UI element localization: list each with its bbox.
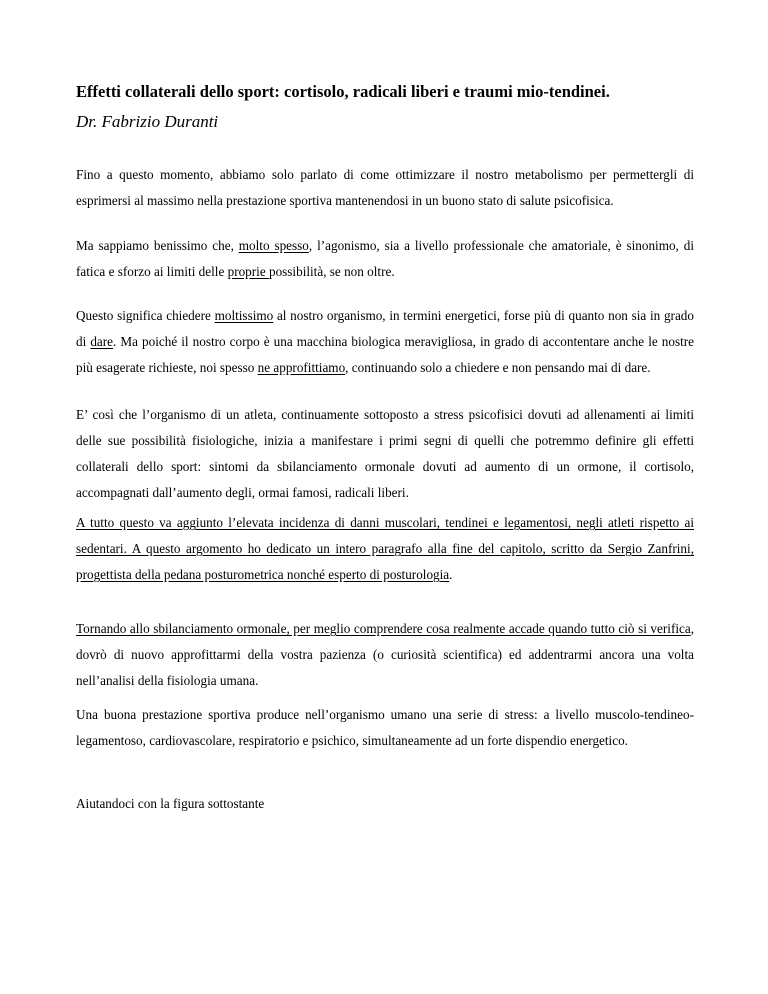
paragraph-3-text: . Ma poiché il nostro corpo è una macchina biologica meravigliosa, in grado di accontentare anche le nostre più esagerate richieste, noi spesso bbox=[76, 334, 694, 375]
paragraph-5-text: . bbox=[449, 567, 453, 582]
underlined-text: proprie bbox=[227, 264, 269, 279]
underlined-text: ne approfittiamo bbox=[257, 360, 346, 375]
paragraph-3-text: al nostro organismo, in termini energetici, forse più di quanto non sia in grado di bbox=[76, 308, 694, 349]
document-title: Effetti collaterali dello sport: cortisolo, radicali liberi e traumi mio-tendinei. bbox=[76, 82, 610, 101]
paragraph-2 bbox=[76, 233, 694, 285]
paragraph-6 bbox=[76, 616, 694, 694]
paragraph-3-text: , continuando solo a chiedere e non pensando mai di dare. bbox=[345, 360, 651, 375]
paragraph-6-text: , dovrò di nuovo approfittarmi della vostra pazienza (o curiosità scientifica) ed addentrarmi ancora una volta nell’analisi della fisiologia umana. bbox=[76, 621, 694, 688]
paragraph-1: Fino a questo momento, abbiamo solo parlato di come ottimizzare il nostro metabolismo per permettergli di esprimersi al massimo nella prestazione sportiva mantenendosi in un buono stato di salute psicofisica. bbox=[76, 167, 694, 208]
paragraph-4: E’ così che l’organismo di un atleta, continuamente sottoposto a stress psicofisici dovuti ad allenamenti ai limiti delle sue possibilità fisiologiche, inizia a manifestare i primi segni di quelli che potremmo definire gli effetti collaterali dello sport: sintomi da sbilanciamento ormonale dovuti ad aumento di un ormone, il cortisolo, accompagnati dall’aumento degli, ormai famosi, radicali liberi. bbox=[76, 407, 694, 500]
paragraph-2-text: possibilità, se non oltre. bbox=[268, 264, 395, 279]
paragraph-3-text: Questo significa chiedere bbox=[76, 308, 215, 323]
underlined-text: dare bbox=[90, 334, 114, 349]
paragraph-8: Aiutandoci con la figura sottostante bbox=[76, 796, 265, 811]
author-name: Dr. Fabrizio Duranti bbox=[76, 112, 219, 131]
paragraph-3 bbox=[76, 303, 694, 381]
paragraph-7: Una buona prestazione sportiva produce nell’organismo umano una serie di stress: a livello muscolo-tendineo-legamentoso, cardiovascolare, respiratorio e psichico, simultaneamente ad un forte dispendio energetico. bbox=[76, 707, 694, 748]
underlined-text: molto spesso bbox=[238, 238, 309, 253]
underlined-text: A tutto questo va aggiunto l’elevata incidenza di danni muscolari, tendinei e legamentosi, negli atleti rispetto ai sedentari. A questo argomento ho dedicato un intero paragrafo alla fine del capitolo, scritto da Sergio Zanfrini, progettista della pedana posturometrica nonché esperto di posturologia bbox=[76, 515, 694, 582]
paragraph-2-text: , l’agonismo, sia a livello professionale che amatoriale, è sinonimo, di fatica e sforzo ai limiti delle bbox=[76, 238, 695, 279]
underlined-text: moltissimo bbox=[214, 308, 274, 323]
underlined-text: Tornando allo sbilanciamento ormonale, per meglio comprendere cosa realmente accade quando tutto ciò si verifica bbox=[76, 621, 691, 636]
paragraph-2-text: Ma sappiamo benissimo che, bbox=[76, 238, 239, 253]
paragraph-5 bbox=[76, 510, 694, 588]
